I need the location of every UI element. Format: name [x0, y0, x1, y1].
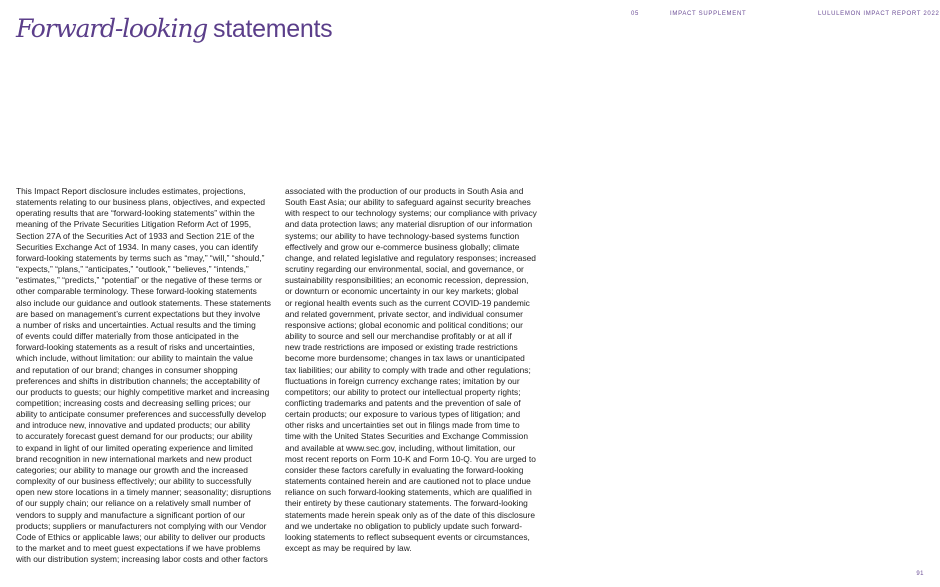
- header-section-link[interactable]: IMPACT SUPPLEMENT: [670, 11, 747, 17]
- body-text-line: our products to guests; our highly competitive market and increasing: [16, 386, 270, 397]
- body-text-line: preferences and shifts in distribution channels; the acceptability of: [16, 375, 260, 386]
- body-text-line: fluctuations in foreign currency exchange rates; imitation by our: [285, 375, 520, 386]
- body-text-line: conflicting trademarks and patents and the prevention of sale of: [285, 397, 521, 408]
- body-text-line: or downturn or economic uncertainty in our key markets; global: [285, 286, 519, 297]
- body-text-line: South East Asia; our ability to safeguard against security breaches: [285, 197, 531, 208]
- body-text-line: operating results that are “forward-looking statements” within the: [16, 208, 255, 219]
- body-text-line: other comparable terminology. These forward-looking statements: [16, 286, 257, 297]
- page-title-italic: Forward-looking: [16, 14, 208, 43]
- header-report-name: LULULEMON IMPACT REPORT 2022: [818, 11, 940, 17]
- body-text-line: Securities Exchange Act of 1934. In many cases, you can identify: [16, 241, 259, 252]
- body-column-left: [16, 186, 274, 565]
- body-text-line: and available at www.sec.gov, including, without limitation, our: [285, 442, 516, 453]
- body-text-line: and data protection laws; any material disruption of our information: [285, 219, 533, 230]
- body-text-line: forward-looking statements by terms such as “may,” “will,” “should,”: [16, 252, 265, 263]
- body-text-line: or regional health events such as the current COVID-19 pandemic: [285, 297, 530, 308]
- body-text-line: competitors; our ability to protect our intellectual property rights;: [285, 386, 521, 397]
- body-text-line: effectively and grow our e-commerce business globally; climate: [285, 241, 520, 252]
- body-text-line: brand recognition in new international markets and new product: [16, 453, 252, 464]
- body-text-line: to expand in light of our limited operating experience and limited: [16, 442, 253, 453]
- body-text-line: This Impact Report disclosure includes estimates, projections,: [16, 186, 246, 196]
- body-text-line: statements relating to our business plans, objectives, and expected: [16, 197, 266, 208]
- body-text-line: and related government, private sector, and individual consumer: [285, 308, 523, 319]
- body-text-line: become more burdensome; changes in tax laws or unanticipated: [285, 353, 525, 364]
- body-text-line: Code of Ethics or applicable laws; our ability to deliver our products: [16, 531, 266, 542]
- body-text-line: statements contained herein and are cautioned not to place undue: [285, 476, 531, 487]
- body-text-line: scrutiny regarding our environmental, social, and governance, or: [285, 264, 524, 275]
- body-text-line: and introduce new, innovative and updated products; our ability: [16, 420, 251, 431]
- body-text-line: except as may be required by law.: [285, 543, 412, 553]
- body-text-line: certain products; our exposure to various types of litigation; and: [285, 409, 521, 420]
- page-title: [16, 14, 332, 44]
- body-text-line: time with the United States Securities and Exchange Commission: [285, 431, 528, 442]
- body-text-line: other risks and uncertainties set out in filings made from time to: [285, 420, 520, 431]
- body-text-line: tax liabilities; our ability to comply with trade and other regulations;: [285, 364, 531, 375]
- body-text-line: sustainability responsibilities; an economic recession, depression,: [285, 275, 529, 286]
- body-text-line: a number of risks and uncertainties. Actual results and the timing: [16, 319, 256, 330]
- page-title-regular: statements: [213, 15, 333, 43]
- body-text-line: open new store locations in a timely manner; seasonality; disruptions: [16, 487, 272, 498]
- body-text-line: complexity of our business effectively; our ability to successfully: [16, 476, 252, 487]
- body-text-line: looking statements to reflect subsequent events or circumstances,: [285, 531, 530, 542]
- body-text-line: forward-looking statements as a result of risks and uncertainties,: [16, 342, 255, 353]
- body-text-line: products; suppliers or manufacturers not complying with our Vendor: [16, 520, 267, 531]
- body-text-line: “estimates,” “predicts,” “potential” or the negative of these terms or: [16, 275, 262, 286]
- body-text-line: are based on management’s current expectations but they involve: [16, 308, 261, 319]
- body-text-line: and reputation of our brand; changes in consumer shopping: [16, 364, 238, 375]
- body-text-line: which include, without limitation: our ability to maintain the value: [16, 353, 253, 364]
- body-text-line: “expects,” “plans,” “anticipates,” “outlook,” “believes,” “intends,”: [16, 264, 249, 275]
- body-text-line: of events could differ materially from those anticipated in the: [16, 331, 239, 342]
- body-text-line: associated with the production of our products in South Asia and: [285, 186, 524, 196]
- body-text-line: consider these factors carefully in evaluating the forward-looking: [285, 464, 524, 475]
- body-text-line: ability to source and sell our merchandise profitably or at all if: [285, 331, 512, 342]
- body-text-line: systems; our ability to have technology-based systems function: [285, 230, 520, 241]
- body-text-line: responsive actions; global economic and political conditions; our: [285, 319, 523, 330]
- header-page-number: 05: [631, 11, 640, 17]
- body-text-line: also include our guidance and outlook statements. These statements: [16, 297, 271, 308]
- body-text-line: their entirety by these cautionary statements. The forward-looking: [285, 498, 528, 509]
- body-text-line: to accurately forecast guest demand for our products; our ability: [16, 431, 253, 442]
- body-text-line: with respect to our technology systems; our compliance with privacy: [285, 208, 537, 219]
- body-text-line: with our distribution system; increasing labor costs and other factors: [16, 554, 268, 565]
- body-text-line: change, and related legislative and regulatory responses; increased: [285, 252, 536, 263]
- body-text-line: reliance on such forward-looking statements, which are qualified in: [285, 487, 532, 498]
- body-text-line: of our supply chain; our reliance on a relatively small number of: [16, 498, 251, 509]
- body-text-line: ability to anticipate consumer preferences and successfully develop: [16, 409, 266, 420]
- body-text-line: Section 27A of the Securities Act of 1933 and Section 21E of the: [16, 230, 255, 241]
- body-text-line: categories; our ability to manage our growth and the increased: [16, 464, 248, 475]
- body-text-line: competition; increasing costs and decreasing selling prices; our: [16, 397, 251, 408]
- body-text-line: to the market and to meet guest expectations if we have problems: [16, 543, 261, 553]
- body-text-line: new trade restrictions are imposed or existing trade restrictions: [285, 342, 518, 353]
- body-text-line: vendors to supply and manufacture a significant portion of our: [16, 509, 246, 520]
- page-folio: 91: [916, 571, 924, 577]
- body-text-line: meaning of the Private Securities Litigation Reform Act of 1995,: [16, 219, 252, 230]
- body-text-line: most recent reports on Form 10-K and Form 10-Q. You are urged to: [285, 453, 536, 464]
- body-column-right: [285, 186, 543, 554]
- body-text-line: statements made herein speak only as of the date of this disclosure: [285, 509, 535, 520]
- body-text-line: and we undertake no obligation to publicly update such forward-: [285, 520, 522, 531]
